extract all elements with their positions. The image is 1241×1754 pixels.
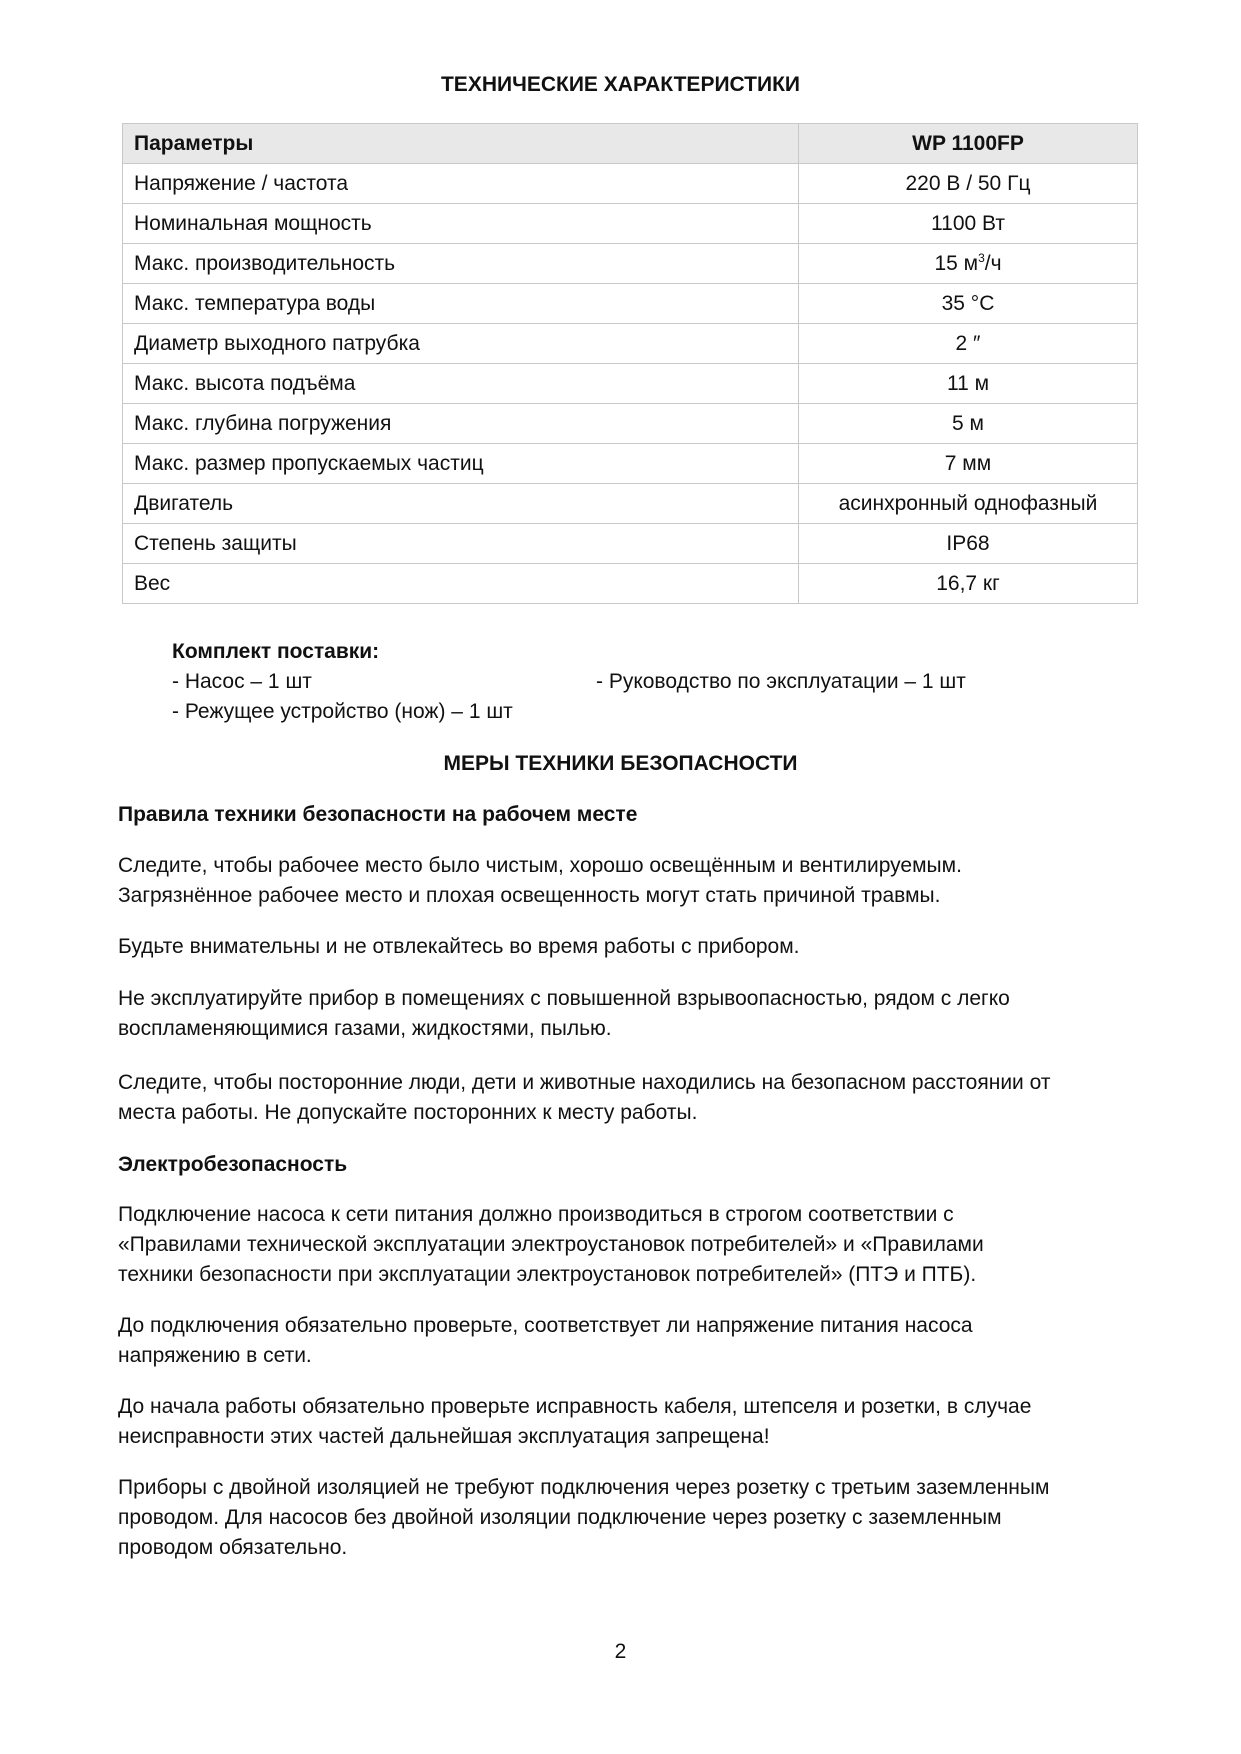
- header-model: WP 1100FP: [799, 124, 1138, 164]
- row-param: Диаметр выходного патрубка: [123, 324, 799, 364]
- table-row: [123, 364, 1138, 404]
- kit-row: [172, 667, 1072, 697]
- text-line: До подключения обязательно проверьте, соответствует ли напряжение питания насоса: [118, 1314, 973, 1337]
- kit-item: - Руководство по эксплуатации – 1 шт: [596, 670, 966, 693]
- table-row: [123, 284, 1138, 324]
- value-tail: /ч: [984, 251, 1002, 275]
- electrical-heading: Электробезопасность: [118, 1153, 348, 1176]
- text-line: воспламеняющимися газами, жидкостями, пылью.: [118, 1017, 612, 1040]
- kit-item: - Насос – 1 шт: [172, 670, 312, 693]
- table-row: [123, 444, 1138, 484]
- text-line: неисправности этих частей дальнейшая эксплуатация запрещена!: [118, 1425, 770, 1448]
- text-line: напряжению в сети.: [118, 1344, 312, 1367]
- row-value: 1100 Вт: [799, 204, 1138, 244]
- header-param: Параметры: [123, 124, 799, 164]
- spec-table: [122, 123, 1138, 604]
- paragraph: [118, 932, 1138, 962]
- text-line: проводом. Для насосов без двойной изоляции подключение через розетку с заземленным: [118, 1506, 1002, 1529]
- kit-row: [172, 697, 1072, 727]
- table-row: [123, 524, 1138, 564]
- row-value: 35 °C: [799, 284, 1138, 324]
- paragraph: [118, 984, 1138, 1044]
- text-line: Приборы с двойной изоляцией не требуют подключения через розетку с третьим заземленным: [118, 1476, 1050, 1499]
- row-param: Вес: [123, 564, 799, 604]
- table-row: [123, 244, 1138, 284]
- row-param: Напряжение / частота: [123, 164, 799, 204]
- spec-title: ТЕХНИЧЕСКИЕ ХАРАКТЕРИСТИКИ: [440, 73, 801, 96]
- paragraph: [118, 1068, 1138, 1128]
- row-value: асинхронный однофазный: [799, 484, 1138, 524]
- page-number: 2: [614, 1640, 627, 1663]
- paragraph: [118, 1473, 1138, 1563]
- table-row: [123, 324, 1138, 364]
- row-param: Макс. глубина погружения: [123, 404, 799, 444]
- row-value: 7 мм: [799, 444, 1138, 484]
- text-line: места работы. Не допускайте посторонних к месту работы.: [118, 1101, 698, 1124]
- row-param: Степень защиты: [123, 524, 799, 564]
- safety-title: МЕРЫ ТЕХНИКИ БЕЗОПАСНОСТИ: [443, 752, 798, 775]
- row-value: 5 м: [799, 404, 1138, 444]
- table-row: [123, 484, 1138, 524]
- row-value: IP68: [799, 524, 1138, 564]
- text-line: Подключение насоса к сети питания должно производиться в строгом соответствии с: [118, 1203, 954, 1226]
- paragraph: [118, 1200, 1138, 1290]
- workplace-heading: Правила техники безопасности на рабочем месте: [118, 803, 638, 826]
- table-row: [123, 164, 1138, 204]
- table-row: [123, 564, 1138, 604]
- row-value: [799, 244, 1138, 284]
- row-value: 220 В / 50 Гц: [799, 164, 1138, 204]
- row-param: Макс. высота подъёма: [123, 364, 799, 404]
- row-param: Двигатель: [123, 484, 799, 524]
- row-param: Макс. температура воды: [123, 284, 799, 324]
- text-line: До начала работы обязательно проверьте исправность кабеля, штепселя и розетки, в случае: [118, 1395, 1032, 1418]
- text-line: Будьте внимательны и не отвлекайтесь во время работы с прибором.: [118, 935, 800, 958]
- row-param: Макс. размер пропускаемых частиц: [123, 444, 799, 484]
- table-header-row: [123, 124, 1138, 164]
- value-main: 15 м: [934, 251, 979, 275]
- row-param: Номинальная мощность: [123, 204, 799, 244]
- row-value: 11 м: [799, 364, 1138, 404]
- paragraph: [118, 851, 1138, 911]
- table-row: [123, 404, 1138, 444]
- row-param: Макс. производительность: [123, 244, 799, 284]
- text-line: Следите, чтобы посторонние люди, дети и животные находились на безопасном расстоянии от: [118, 1071, 1051, 1094]
- text-line: «Правилами технической эксплуатации электроустановок потребителей» и «Правилами: [118, 1233, 984, 1256]
- value-superscript: 3: [978, 250, 985, 265]
- paragraph: [118, 1311, 1138, 1371]
- kit-title: Комплект поставки:: [172, 640, 380, 663]
- paragraph: [118, 1392, 1138, 1452]
- kit-item: - Режущее устройство (нож) – 1 шт: [172, 700, 513, 723]
- text-line: техники безопасности при эксплуатации электроустановок потребителей» (ПТЭ и ПТБ).: [118, 1263, 977, 1286]
- text-line: проводом обязательно.: [118, 1536, 348, 1559]
- text-line: Загрязнённое рабочее место и плохая освещенность могут стать причиной травмы.: [118, 884, 941, 907]
- row-value: 2 ″: [799, 324, 1138, 364]
- table-row: [123, 204, 1138, 244]
- row-value: 16,7 кг: [799, 564, 1138, 604]
- text-line: Следите, чтобы рабочее место было чистым, хорошо освещённым и вентилируемым.: [118, 854, 962, 877]
- delivery-kit: [172, 637, 1072, 727]
- text-line: Не эксплуатируйте прибор в помещениях с повышенной взрывоопасностью, рядом с легко: [118, 987, 1010, 1010]
